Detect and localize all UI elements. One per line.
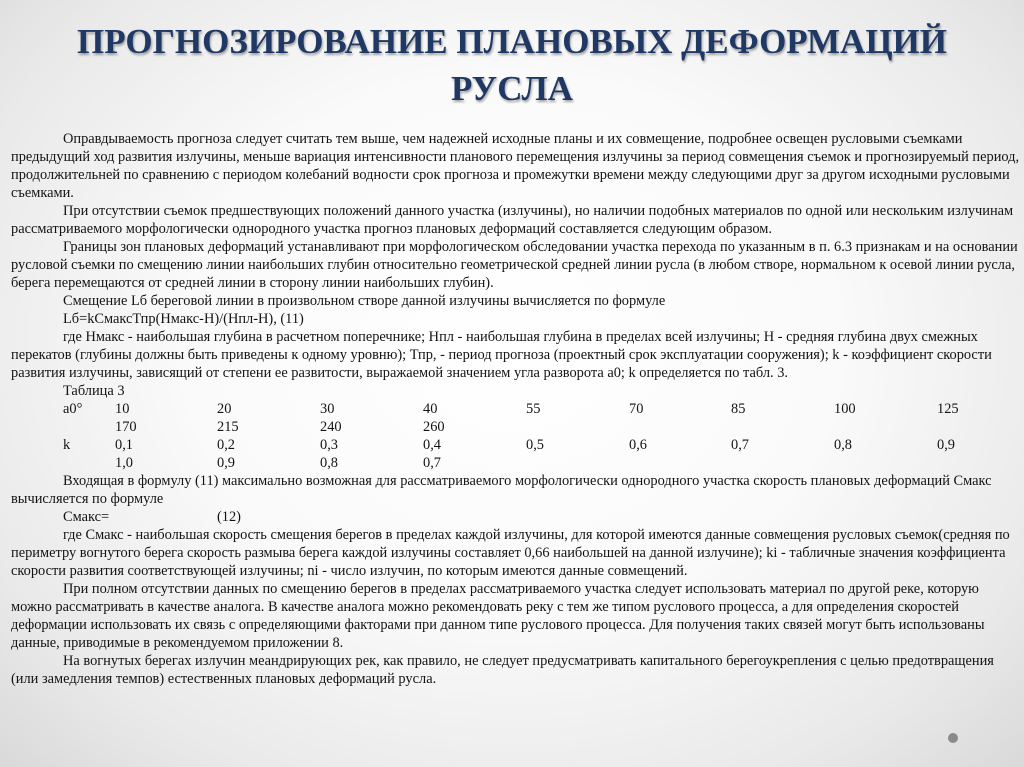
table-cell: 0,5: [526, 437, 544, 453]
table-cell: 0,9: [217, 455, 235, 471]
table-cell: 0,3: [320, 437, 338, 453]
table-label-a: a0°: [63, 401, 83, 417]
table-cell: 170: [115, 419, 137, 435]
slide-title: [40, 18, 984, 112]
table-cell: 125: [937, 401, 959, 417]
table-cell: 20: [217, 401, 232, 417]
formula-11: Lб=kСмаксТпр(Нмакс-Н)/(Нпл-Н), (11): [63, 311, 304, 327]
formula-12: [11, 508, 1021, 526]
paragraph-6: Входящая в формулу (11) максимально возможная для рассматриваемого морфологически однородного участка скорость плановых деформаций Смакс вычисляется по формуле: [11, 473, 992, 507]
table-cell: 0,8: [834, 437, 852, 453]
table-cell: 0,4: [423, 437, 441, 453]
table-3: [11, 400, 1021, 472]
table-cell: 0,9: [937, 437, 955, 453]
table-row-a-1: [11, 400, 1021, 418]
table-caption: Таблица 3: [63, 383, 125, 399]
title-line-1: ПРОГНОЗИРОВАНИЕ ПЛАНОВЫХ ДЕФОРМАЦИЙ: [77, 22, 947, 61]
decorative-dot-icon: [948, 733, 958, 743]
table-cell: 260: [423, 419, 445, 435]
paragraph-3: Границы зон плановых деформаций устанавливают при морфологическом обследовании участка перехода по указанным в п. 6.3 признакам и на основании русловой съемки по смещению линии наибольших глубин относительно геометрической средней линии русла (в любом створе, нормальном к осевой линии русла, берега перемещаются от средней линии в сторону линии наибольших глубин).: [11, 239, 1018, 291]
table-cell: 0,7: [423, 455, 441, 471]
table-cell: 100: [834, 401, 856, 417]
title-line-2: РУСЛА: [451, 69, 573, 108]
table-cell: 240: [320, 419, 342, 435]
paragraph-2: При отсутствии съемок предшествующих положений данного участка (излучины), но наличии подобных материалов по одной или нескольким излучинам рассматриваемого морфологически однородного участка прогноз плановых деформаций составляется следующим образом.: [11, 203, 1014, 237]
table-cell: 215: [217, 419, 239, 435]
table-cell: 40: [423, 401, 438, 417]
slide-body: [11, 130, 1021, 688]
table-row-k-2: [11, 454, 1021, 472]
paragraph-7: где Смакс - наибольшая скорость смещения берегов в пределах каждой излучины, для которой имеются данные совмещения русловых съемок(средняя по периметру вогнутого берега скорость размыва берега каждой излучины составляет 0,66 наибольшей на данной излучине); ki - табличные значения коэффициента скорости развития соответствующей излучины; ni - число излучин, по которым имеются данные совмещений.: [11, 527, 1010, 579]
paragraph-8: При полном отсутствии данных по смещению берегов в пределах рассматриваемого участка следует использовать материал по другой реке, которую можно рассматривать в качестве аналога. В качестве аналога можно рекомендовать реку с тем же типом руслового процесса, а для определения скоростей деформации использовать их связь с определяющими факторами при данном типе руслового процесса. Для получения таких связей могут быть использованы данные, приводимые в рекомендуемом приложении 8.: [11, 581, 985, 651]
table-row-k-1: [11, 436, 1021, 454]
table-cell: 0,8: [320, 455, 338, 471]
table-cell: 0,6: [629, 437, 647, 453]
paragraph-1: Оправдываемость прогноза следует считать тем выше, чем надежней исходные планы и их совмещение, подробнее освещен русловыми съемками предыдущий ход развития излучины, меньше вариация интенсивности планового перемещения излучины за период совмещения съемок и прогнозируемый период, продолжительней по сравнению с периодом колебаний водности срок прогноза и промежутки времени между следующими друг за другом исходными русловыми съемками.: [11, 131, 1020, 201]
table-row-a-2: [11, 418, 1021, 436]
formula-12-left: Смакс=: [63, 509, 110, 525]
table-cell: 30: [320, 401, 335, 417]
paragraph-5: где Нмакс - наибольшая глубина в расчетном поперечнике; Нпл - наибольшая глубина в пределах всей излучины; Н - средняя глубина двух смежных перекатов (глубины должны быть приведены к одному уровню); Тпр, - период прогноза (проектный срок эксплуатации сооружения); k - коэффициент скорости развития излучины, зависящий от степени ее развитости, выражаемой значением угла разворота a0; k определяется по табл. 3.: [11, 329, 992, 381]
table-label-k: k: [63, 437, 71, 453]
table-cell: 0,2: [217, 437, 235, 453]
table-cell: 10: [115, 401, 130, 417]
paragraph-4: Смещение Lб береговой линии в произвольном створе данной излучины вычисляется по формуле: [63, 293, 666, 309]
table-cell: 85: [731, 401, 746, 417]
paragraph-9: На вогнутых берегах излучин меандрирующих рек, как правило, не следует предусматривать капитального берегоукрепления с целью предотвращения (или замедления темпов) естественных плановых деформаций русла.: [11, 653, 994, 687]
formula-12-number: (12): [217, 509, 241, 525]
table-cell: 0,7: [731, 437, 749, 453]
table-cell: 55: [526, 401, 541, 417]
table-cell: 70: [629, 401, 644, 417]
table-cell: 1,0: [115, 455, 133, 471]
table-cell: 0,1: [115, 437, 133, 453]
